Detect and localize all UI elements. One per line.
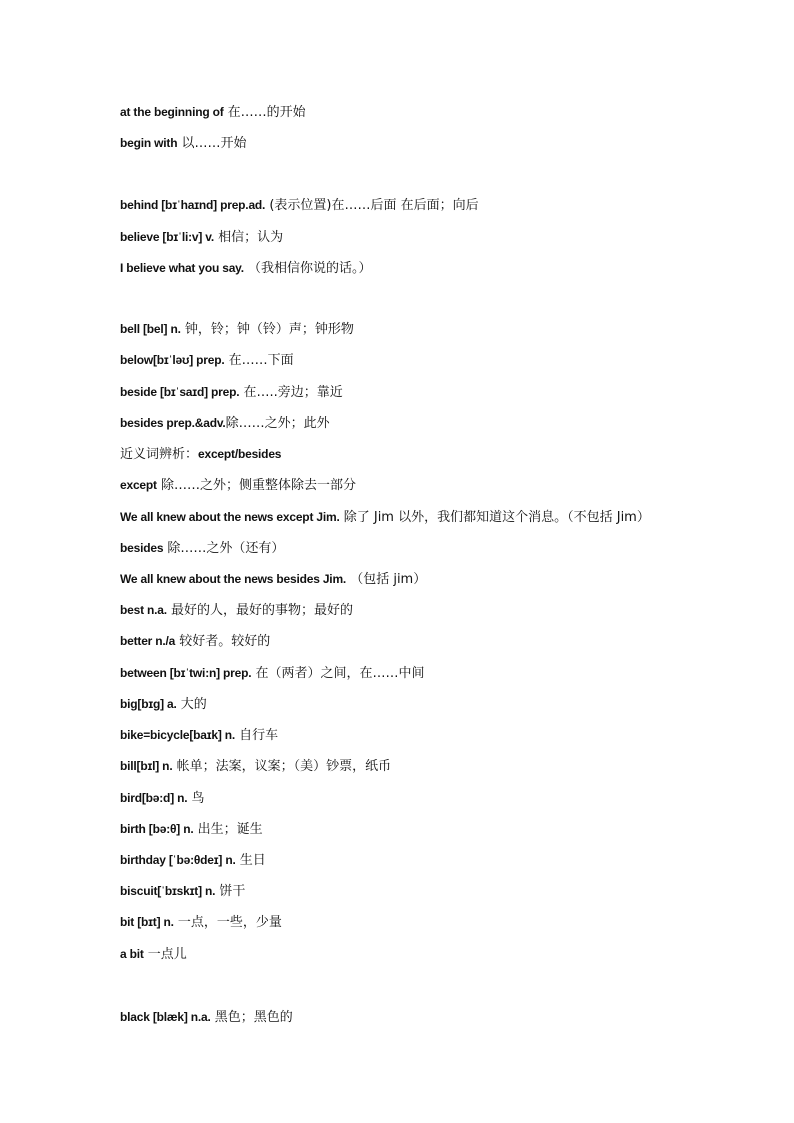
chinese-meaning: 鸟 [187, 791, 205, 806]
chinese-meaning: 生日 [235, 853, 266, 868]
vocab-line [120, 103, 306, 122]
example-sentence [120, 570, 426, 589]
english-term: birth [bə:θ] n. [120, 822, 194, 836]
vocab-line [120, 320, 354, 339]
chinese-meaning: 在…..旁边；靠近 [239, 385, 343, 400]
vocab-line [120, 539, 284, 558]
english-term: below[bɪˈləʊ] prep. [120, 353, 225, 367]
vocab-line [120, 228, 283, 247]
chinese-meaning: 最好的人，最好的事物；最好的 [166, 603, 354, 618]
synonym-terms: except/besides [198, 447, 282, 461]
vocab-line [120, 196, 479, 215]
chinese-meaning: 以……开始 [177, 136, 247, 151]
english-term: black [blæk] n.a. [120, 1010, 211, 1024]
chinese-meaning: 除……之外（还有） [163, 541, 285, 556]
vocab-line [120, 882, 245, 901]
english-term: bike=bicycle[baɪk] n. [120, 728, 236, 742]
chinese-meaning: 出生；诞生 [193, 822, 263, 837]
english-term: best n.a. [120, 603, 167, 617]
english-term: beside [bɪˈsaɪd] prep. [120, 385, 240, 399]
vocab-line [120, 695, 207, 714]
english-sentence: We all knew about the news besides Jim. [120, 572, 347, 586]
vocab-line [120, 820, 263, 839]
chinese-meaning: 在（两者）之间，在……中间 [251, 666, 425, 681]
vocab-line [120, 414, 330, 433]
english-term: bird[bə:d] n. [120, 791, 188, 805]
chinese-meaning: 除……之外；此外 [225, 416, 330, 431]
chinese-meaning: 自行车 [235, 728, 279, 743]
chinese-meaning: 帐单；法案，议案；（美）钞票，纸币 [172, 759, 392, 774]
chinese-meaning: (表示位置)在……后面 在后面；向后 [265, 198, 479, 213]
english-term: birthday [ˈbə:θdeɪ] n. [120, 853, 236, 867]
english-term: believe [bɪˈli:v] v. [120, 230, 214, 244]
vocab-line [120, 664, 425, 683]
english-term: better n./a [120, 634, 176, 648]
vocab-line [120, 913, 282, 932]
english-sentence: I believe what you say. [120, 261, 244, 275]
chinese-meaning: 大的 [176, 697, 207, 712]
chinese-translation: （包括 jim） [346, 572, 427, 587]
english-term: behind [bɪˈhaɪnd] prep.ad. [120, 198, 266, 212]
english-term: besides prep.&adv. [120, 416, 226, 430]
english-term: begin with [120, 136, 178, 150]
vocab-line [120, 945, 187, 964]
chinese-meaning: 较好者。较好的 [175, 634, 271, 649]
chinese-translation: （我相信你说的话。） [243, 261, 372, 276]
example-sentence [120, 508, 650, 527]
vocab-line [120, 601, 353, 620]
english-term: bell [bel] n. [120, 322, 181, 336]
english-term: between [bɪˈtwi:n] prep. [120, 666, 252, 680]
vocab-line [120, 757, 391, 776]
english-term: except [120, 478, 157, 492]
vocab-line [120, 1008, 293, 1027]
chinese-translation: 除了 Jim 以外，我们都知道这个消息。（不包括 Jim） [339, 510, 650, 525]
vocab-line [120, 383, 343, 402]
english-term: bill[bɪl] n. [120, 759, 173, 773]
vocab-line [120, 632, 270, 651]
example-sentence [120, 259, 372, 278]
chinese-meaning: 在……的开始 [223, 105, 306, 120]
vocab-line [120, 851, 266, 870]
english-term: at the beginning of [120, 105, 224, 119]
chinese-meaning: 相信；认为 [214, 230, 284, 245]
english-term: big[bɪɡ] a. [120, 697, 177, 711]
english-term: a bit [120, 947, 144, 961]
vocab-line [120, 476, 356, 495]
chinese-meaning: 一点，一些，少量 [173, 915, 282, 930]
vocab-line [120, 789, 205, 808]
chinese-meaning: 黑色；黑色的 [210, 1010, 293, 1025]
synonym-heading [120, 445, 281, 464]
chinese-meaning: 一点儿 [143, 947, 187, 962]
chinese-meaning: 饼干 [215, 884, 246, 899]
vocab-line [120, 134, 246, 153]
english-term: biscuit[ˈbɪskɪt] n. [120, 884, 216, 898]
chinese-meaning: 在……下面 [224, 353, 294, 368]
english-term: besides [120, 541, 164, 555]
english-term: bit [bɪt] n. [120, 915, 174, 929]
english-sentence: We all knew about the news except Jim. [120, 510, 340, 524]
chinese-meaning: 除……之外；侧重整体除去一部分 [156, 478, 356, 493]
synonym-label: 近义词辨析： [120, 447, 199, 462]
chinese-meaning: 钟，铃；钟（铃）声；钟形物 [180, 322, 354, 337]
vocab-line [120, 351, 294, 370]
vocab-line [120, 726, 278, 745]
